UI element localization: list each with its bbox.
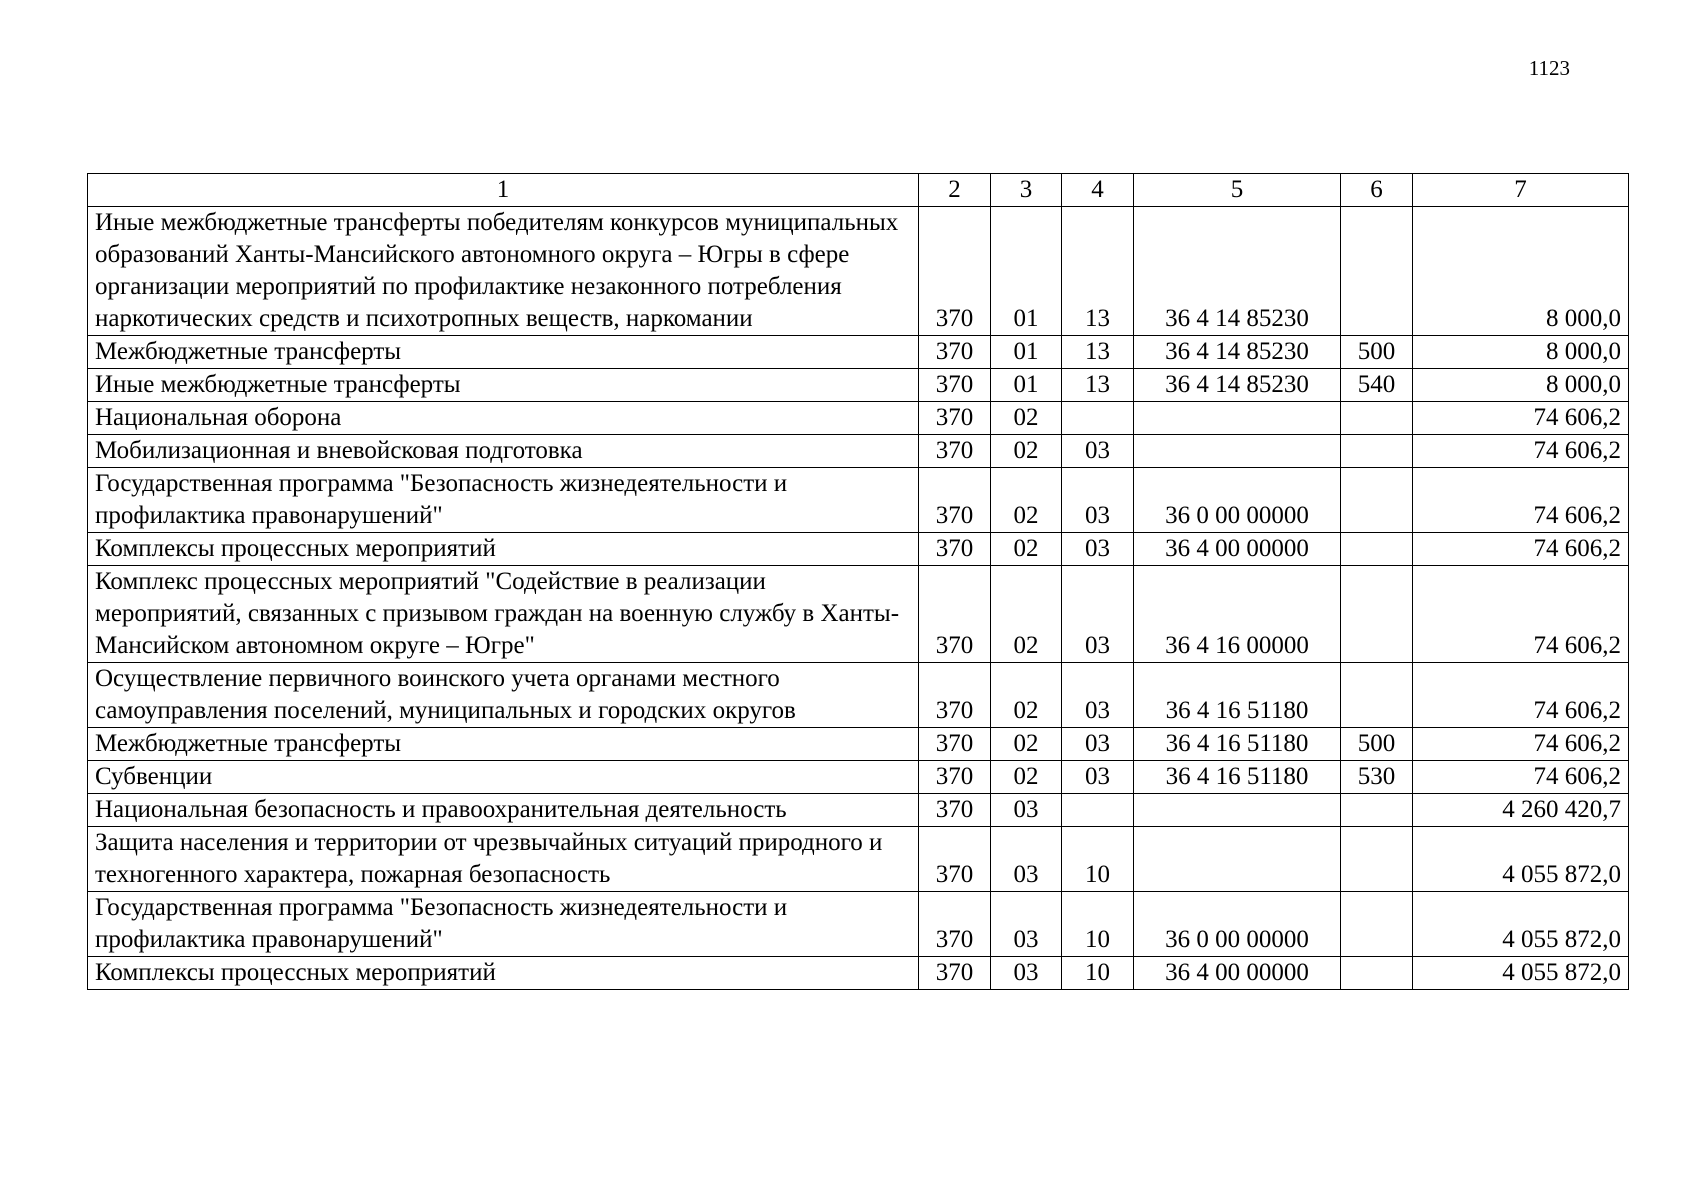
row-amount-cell: 74 606,2 <box>1413 533 1629 566</box>
row-subsection-cell: 13 <box>1062 369 1134 402</box>
row-expense-type-cell <box>1341 892 1413 957</box>
table-row <box>88 827 1629 892</box>
row-code-cell: 370 <box>919 663 991 728</box>
table-row <box>88 369 1629 402</box>
row-section-cell: 02 <box>991 761 1062 794</box>
table-row <box>88 533 1629 566</box>
table-row <box>88 336 1629 369</box>
row-name-cell: Комплексы процессных мероприятий <box>88 957 919 990</box>
column-header-2: 2 <box>919 174 991 207</box>
row-amount-cell: 4 055 872,0 <box>1413 892 1629 957</box>
row-amount-cell: 74 606,2 <box>1413 402 1629 435</box>
row-code-cell: 370 <box>919 827 991 892</box>
table-row <box>88 892 1629 957</box>
row-expense-type-cell <box>1341 566 1413 663</box>
row-name-cell: Защита населения и территории от чрезвычайных ситуаций природного и техногенного характера, пожарная безопасность <box>88 827 919 892</box>
table-row <box>88 468 1629 533</box>
row-target-article-cell: 36 4 00 00000 <box>1134 533 1341 566</box>
row-amount-cell: 4 055 872,0 <box>1413 957 1629 990</box>
row-code-cell: 370 <box>919 892 991 957</box>
row-expense-type-cell <box>1341 468 1413 533</box>
row-name-cell: Национальная оборона <box>88 402 919 435</box>
row-name-cell: Национальная безопасность и правоохранительная деятельность <box>88 794 919 827</box>
row-target-article-cell: 36 0 00 00000 <box>1134 468 1341 533</box>
row-target-article-cell: 36 4 14 85230 <box>1134 207 1341 336</box>
column-header-7: 7 <box>1413 174 1629 207</box>
row-subsection-cell <box>1062 794 1134 827</box>
row-code-cell: 370 <box>919 336 991 369</box>
budget-table <box>87 173 1629 990</box>
row-expense-type-cell: 500 <box>1341 728 1413 761</box>
row-subsection-cell <box>1062 402 1134 435</box>
row-name-cell: Государственная программа "Безопасность жизнедеятельности и профилактика правонарушений" <box>88 892 919 957</box>
row-subsection-cell: 03 <box>1062 566 1134 663</box>
row-name-cell: Мобилизационная и вневойсковая подготовка <box>88 435 919 468</box>
row-expense-type-cell <box>1341 435 1413 468</box>
row-section-cell: 01 <box>991 336 1062 369</box>
row-code-cell: 370 <box>919 533 991 566</box>
row-name-cell: Иные межбюджетные трансферты победителям конкурсов муниципальных образований Ханты-Мансийского автономного округа – Югры в сфере организации мероприятий по профилактике незаконного потребления наркотических средств и психотропных веществ, наркомании <box>88 207 919 336</box>
row-section-cell: 02 <box>991 533 1062 566</box>
row-subsection-cell: 03 <box>1062 533 1134 566</box>
row-name-cell: Комплексы процессных мероприятий <box>88 533 919 566</box>
table-row <box>88 207 1629 336</box>
row-amount-cell: 4 260 420,7 <box>1413 794 1629 827</box>
row-expense-type-cell <box>1341 402 1413 435</box>
row-code-cell: 370 <box>919 566 991 663</box>
row-name-cell: Субвенции <box>88 761 919 794</box>
row-code-cell: 370 <box>919 369 991 402</box>
table-row <box>88 566 1629 663</box>
row-code-cell: 370 <box>919 794 991 827</box>
row-subsection-cell: 10 <box>1062 892 1134 957</box>
row-section-cell: 03 <box>991 827 1062 892</box>
row-amount-cell: 8 000,0 <box>1413 369 1629 402</box>
row-code-cell: 370 <box>919 468 991 533</box>
row-section-cell: 03 <box>991 892 1062 957</box>
row-code-cell: 370 <box>919 957 991 990</box>
row-subsection-cell: 03 <box>1062 435 1134 468</box>
table-row <box>88 794 1629 827</box>
column-header-4: 4 <box>1062 174 1134 207</box>
row-name-cell: Иные межбюджетные трансферты <box>88 369 919 402</box>
row-subsection-cell: 13 <box>1062 336 1134 369</box>
row-subsection-cell: 03 <box>1062 663 1134 728</box>
table-row <box>88 957 1629 990</box>
row-code-cell: 370 <box>919 402 991 435</box>
row-amount-cell: 74 606,2 <box>1413 761 1629 794</box>
row-subsection-cell: 10 <box>1062 827 1134 892</box>
row-expense-type-cell <box>1341 957 1413 990</box>
row-amount-cell: 4 055 872,0 <box>1413 827 1629 892</box>
row-expense-type-cell <box>1341 827 1413 892</box>
row-amount-cell: 74 606,2 <box>1413 566 1629 663</box>
table-header-row <box>88 174 1629 207</box>
page-number: 1123 <box>1528 56 1570 80</box>
table-row <box>88 761 1629 794</box>
row-subsection-cell: 03 <box>1062 468 1134 533</box>
column-header-5: 5 <box>1134 174 1341 207</box>
row-name-cell: Государственная программа "Безопасность жизнедеятельности и профилактика правонарушений" <box>88 468 919 533</box>
table-row <box>88 402 1629 435</box>
row-expense-type-cell <box>1341 794 1413 827</box>
row-name-cell: Межбюджетные трансферты <box>88 336 919 369</box>
row-target-article-cell <box>1134 402 1341 435</box>
row-target-article-cell <box>1134 827 1341 892</box>
row-code-cell: 370 <box>919 761 991 794</box>
row-code-cell: 370 <box>919 435 991 468</box>
row-code-cell: 370 <box>919 207 991 336</box>
row-name-cell: Осуществление первичного воинского учета органами местного самоуправления поселений, муниципальных и городских округов <box>88 663 919 728</box>
row-target-article-cell: 36 4 16 51180 <box>1134 728 1341 761</box>
row-section-cell: 02 <box>991 566 1062 663</box>
row-expense-type-cell: 530 <box>1341 761 1413 794</box>
row-target-article-cell: 36 4 14 85230 <box>1134 369 1341 402</box>
row-section-cell: 01 <box>991 369 1062 402</box>
row-amount-cell: 8 000,0 <box>1413 207 1629 336</box>
table-row <box>88 728 1629 761</box>
row-target-article-cell: 36 4 16 51180 <box>1134 761 1341 794</box>
row-expense-type-cell <box>1341 533 1413 566</box>
row-amount-cell: 74 606,2 <box>1413 663 1629 728</box>
row-expense-type-cell: 500 <box>1341 336 1413 369</box>
row-subsection-cell: 10 <box>1062 957 1134 990</box>
table-row <box>88 663 1629 728</box>
row-target-article-cell <box>1134 794 1341 827</box>
row-expense-type-cell <box>1341 663 1413 728</box>
row-amount-cell: 8 000,0 <box>1413 336 1629 369</box>
column-header-3: 3 <box>991 174 1062 207</box>
table-row <box>88 435 1629 468</box>
row-amount-cell: 74 606,2 <box>1413 435 1629 468</box>
row-section-cell: 02 <box>991 435 1062 468</box>
row-target-article-cell: 36 4 16 51180 <box>1134 663 1341 728</box>
row-section-cell: 02 <box>991 468 1062 533</box>
row-code-cell: 370 <box>919 728 991 761</box>
row-amount-cell: 74 606,2 <box>1413 728 1629 761</box>
row-expense-type-cell <box>1341 207 1413 336</box>
row-section-cell: 02 <box>991 663 1062 728</box>
column-header-6: 6 <box>1341 174 1413 207</box>
row-name-cell: Комплекс процессных мероприятий "Содействие в реализации мероприятий, связанных с призывом граждан на военную службу в Ханты-Мансийском автономном округе – Югре" <box>88 566 919 663</box>
row-target-article-cell: 36 4 16 00000 <box>1134 566 1341 663</box>
row-expense-type-cell: 540 <box>1341 369 1413 402</box>
row-target-article-cell: 36 0 00 00000 <box>1134 892 1341 957</box>
row-name-cell: Межбюджетные трансферты <box>88 728 919 761</box>
row-section-cell: 01 <box>991 207 1062 336</box>
row-target-article-cell <box>1134 435 1341 468</box>
row-section-cell: 03 <box>991 957 1062 990</box>
row-subsection-cell: 03 <box>1062 728 1134 761</box>
row-section-cell: 03 <box>991 794 1062 827</box>
row-target-article-cell: 36 4 00 00000 <box>1134 957 1341 990</box>
column-header-1: 1 <box>88 174 919 207</box>
row-subsection-cell: 03 <box>1062 761 1134 794</box>
row-section-cell: 02 <box>991 728 1062 761</box>
row-section-cell: 02 <box>991 402 1062 435</box>
row-amount-cell: 74 606,2 <box>1413 468 1629 533</box>
row-target-article-cell: 36 4 14 85230 <box>1134 336 1341 369</box>
row-subsection-cell: 13 <box>1062 207 1134 336</box>
